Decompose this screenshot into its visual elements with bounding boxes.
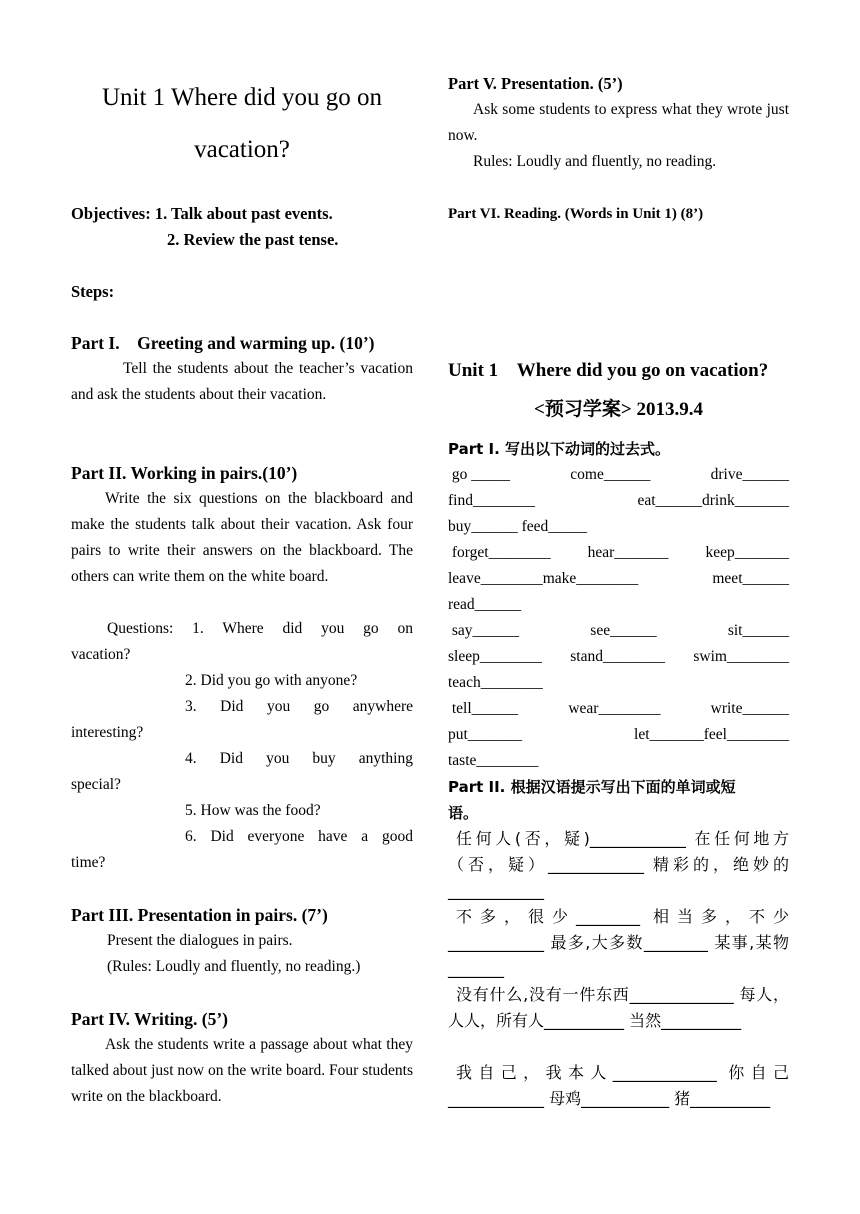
verb-eat-drink: eat______drink_______ [637,492,789,509]
verb-row-4 [448,540,789,566]
part1-body: Tell the students about the teacher’s vacation and ask the students about their vacation. [71,360,413,403]
part6-heading: Part VI. Reading. (Words in Unit 1) (8’) [448,206,704,222]
verb-sit: sit______ [727,622,789,639]
verb-stand: stand________ [570,648,665,665]
part5-heading: Part V. Presentation. (5’) [448,74,623,93]
part2-heading: Part II. Working in pairs.(10’) [71,463,298,483]
verb-taste: taste________ [448,752,539,769]
lesson-title-line1: Unit 1 Where did you go on [101,84,383,111]
verb-see: see______ [590,622,657,639]
verb-read: read______ [448,596,522,613]
verb-row-5 [448,566,789,592]
exercise-b-block-4: 我自己，我本人_____________ 你自己____________ 母鸡___________ 猪__________ [448,1063,789,1108]
question-3-line1: 3. Did you go anywhere [185,698,413,715]
lesson-title-line2: vacation? [194,136,290,163]
verb-swim: swim________ [693,648,789,665]
verb-row-2 [448,488,789,514]
verb-row-8 [448,644,789,670]
question-4-line2: special? [71,776,121,793]
verb-row-3 [448,514,789,540]
part3-line1: Present the dialogues in pairs. [107,932,293,949]
part4-heading: Part IV. Writing. (5’) [71,1009,229,1029]
exercise-b-block-1: 任何人(否，疑)____________ 在任何地方（否，疑）____________ 精彩的，绝妙的____________ [448,829,789,900]
part3-line2: (Rules: Loudly and fluently, no reading.) [107,958,361,975]
part5-rules: Rules: Loudly and fluently, no reading. [473,153,717,170]
exercise-b-block-3: 没有什么,没有一件东西_____________ 每人，人人，所有人__________ 当然__________ [448,985,789,1030]
part3-heading: Part III. Presentation in pairs. (7’) [71,905,328,925]
part2-body: Write the six questions on the blackboard and make the students talk about their vacation. Ask four pairs to write their answers on the blackboard. The others can write them on the white board. [71,490,413,585]
verb-find: find________ [448,492,535,509]
question-1-line2: vacation? [71,646,131,663]
question-1-line1: Questions: 1. Where did you go on [107,620,413,637]
verb-say: say______ [448,622,520,639]
verb-keep: keep_______ [705,544,789,561]
question-2: 2. Did you go with anyone? [185,672,358,689]
steps-label: Steps: [71,282,115,301]
verb-row-10 [448,696,789,722]
verb-tell: tell______ [448,700,519,717]
verb-row-11 [448,722,789,748]
part5-body: Ask some students to express what they wrote just now. [448,101,789,144]
part1-heading: Part I. Greeting and warming up. (10’) [71,333,375,353]
verb-row-7 [448,618,789,644]
verb-row-1 [448,462,789,488]
objectives-line2: 2. Review the past tense. [167,230,339,249]
verb-sleep: sleep________ [448,648,542,665]
verb-leave-make: leave________make________ [448,570,639,587]
exercise-a-heading: Part I. 写出以下动词的过去式。 [448,440,671,458]
verb-come: come______ [570,466,651,483]
verb-go: go _____ [448,466,510,483]
verb-put: put_______ [448,726,523,743]
preview-subtitle: <预习学案> 2013.9.4 [534,399,703,420]
verb-row-12 [448,748,789,774]
question-3-line2: interesting? [71,724,144,741]
verb-write: write______ [710,700,789,717]
question-4-line1: 4. Did you buy anything [185,750,413,767]
exercise-b-heading-2: 语。 [448,804,479,822]
verb-row-6 [448,592,789,618]
verb-wear: wear________ [568,700,661,717]
preview-title: Unit 1 Where did you go on vacation? [448,360,769,381]
verb-row-9 [448,670,789,696]
verb-hear: hear_______ [587,544,669,561]
objectives-line1: Objectives: 1. Talk about past events. [71,204,333,223]
question-6-line1: 6. Did everyone have a good [185,828,413,845]
exercise-b-block-2: 不多，很少________ 相当多，不少____________ 最多,大多数________ 某事,某物_______ [448,907,789,978]
verb-forget: forget________ [448,544,551,561]
verb-let-feel: let_______feel________ [634,726,789,743]
verb-buy-feed: buy______ feed_____ [448,518,588,535]
part4-body: Ask the students write a passage about what they talked about just now on the write board. Four students write on the blackboard. [71,1036,413,1105]
question-6-line2: time? [71,854,106,871]
question-5: 5. How was the food? [185,802,321,819]
exercise-b-heading-1: Part II. 根据汉语提示写出下面的单词或短 [448,778,736,796]
verb-meet: meet______ [712,570,789,587]
verb-drive: drive______ [710,466,789,483]
verb-teach: teach________ [448,674,543,691]
